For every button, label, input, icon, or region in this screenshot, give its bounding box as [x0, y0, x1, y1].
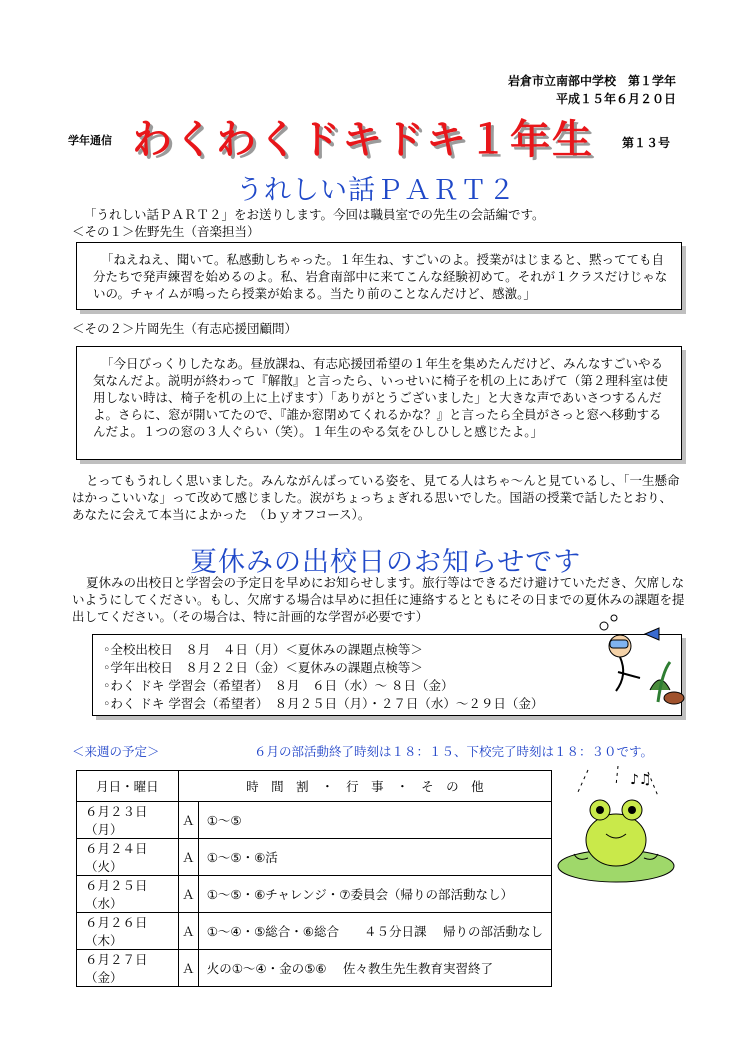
diver-illustration: [590, 612, 690, 712]
quote1-box: [76, 242, 682, 310]
section1-intro: 「うれしい話ＰＡＲＴ２」をお送りします。今回は職員室での先生の会話編です。: [84, 207, 545, 222]
row-detail: ①〜⑤・⑥活: [198, 839, 551, 876]
issue-date: 平成１５年６月２０日: [555, 92, 676, 106]
section2-title: 夏休みの出校日のお知らせです: [190, 547, 582, 578]
section1-closing: とってもうれしく思いました。みんながんばっている姿を、見てる人はちゃ〜んと見ているし、「一生懸命はかっこいいな」って改めて感じました。涙がちょっちょぎれる思いでした。国語の授業で話したとおり、 あなたに会えて本当によかった （ｂｙオフコース）。: [72, 473, 680, 522]
schedule-item: ◦全校出校日 ８月 ４日（月）＜夏休みの課題点検等＞: [103, 642, 423, 657]
svg-text:♪♫: ♪♫: [630, 772, 652, 788]
row-detail: ①〜④・⑤総合・⑥総合 ４５分日課 帰りの部活動なし: [198, 913, 551, 950]
school-info: [508, 72, 676, 108]
row-code: Ａ: [178, 950, 198, 987]
part2-label: ＜その２＞片岡先生（有志応援団顧問）: [72, 321, 298, 336]
newsletter-label: 学年通信: [68, 134, 112, 147]
row-date: ６月２７日（金）: [77, 950, 179, 987]
part1-label: ＜その１＞佐野先生（音楽担当）: [72, 224, 260, 239]
table-row: [77, 950, 552, 987]
row-detail: ①〜⑤・⑥チャレンジ・⑦委員会（帰りの部活動なし）: [198, 876, 551, 913]
section1-intro-block: [72, 206, 684, 240]
row-code: Ａ: [178, 839, 198, 876]
header-date: 月日・曜日: [77, 771, 179, 802]
row-date: ６月２６日（木）: [77, 913, 179, 950]
row-code: Ａ: [178, 876, 198, 913]
row-date: ６月２５日（水）: [77, 876, 179, 913]
section1-title: うれしい話ＰＡＲＴ２: [236, 175, 516, 206]
quote2-box: [76, 346, 682, 460]
school-name: 岩倉市立南部中学校 第１学年: [507, 74, 676, 88]
week-label: ＜来週の予定＞: [72, 744, 160, 759]
row-code: Ａ: [178, 913, 198, 950]
week-note: ６月の部活動終了時刻は１８：１５、下校完了時刻は１８：３０です。: [254, 744, 654, 759]
header-detail: 時 間 割 ・ 行 事 ・ そ の 他: [178, 771, 551, 802]
table-row: [77, 839, 552, 876]
schedule-item: ◦わく ドキ 学習会（希望者） ８月２５日（月）・２７日（水）〜２９日（金）: [103, 696, 544, 711]
row-date: ６月２４日（火）: [77, 839, 179, 876]
table-row: [77, 913, 552, 950]
row-code: Ａ: [178, 802, 198, 839]
issue-number: 第１３号: [622, 136, 671, 150]
newsletter-title: わくわくドキドキ１年生: [132, 117, 594, 163]
section2-body: 夏休みの出校日と学習会の予定日を早めにお知らせします。旅行等はできるだけ避けていただき、欠席しないようにしてください。もし、欠席する場合は早めに担任に連絡するとともにその日までの夏休みの課題を提出してください。（その場合は、特に計画的な学習が必要です）: [72, 575, 685, 624]
schedule-item: ◦学年出校日 ８月２２日（金）＜夏休みの課題点検等＞: [103, 660, 423, 675]
weekly-schedule-table: [76, 770, 552, 987]
row-detail: 火の①〜④・金の⑤⑥ 佐々教生先生教育実習終了: [198, 950, 551, 987]
quote2-text: 「今日びっくりしたなあ。昼放課ね、有志応援団希望の１年生を集めたんだけど、みんなすごいやる気なんだよ。説明が終わって『解散』と言ったら、いっせいに椅子を机の上にあげて（第２理科室は使用しない時は、椅子を机の上に上げます）「ありがとうございました」と大きな声であいさつするんだよ。さらに、窓が開いてたので、『誰か窓閉めてくれるかな？』と言ったら全員がさっと窓へ移動するんだよ。１つの窓の３人ぐらい（笑）。１年生のやる気をひしひしと感じたよ。」: [93, 356, 668, 439]
row-detail: ①〜⑤: [198, 802, 551, 839]
table-row: [77, 802, 552, 839]
frog-illustration: [548, 762, 688, 892]
table-header-row: [77, 771, 552, 802]
row-date: ６月２３日（月）: [77, 802, 179, 839]
schedule-item: ◦わく ドキ 学習会（希望者） ８月 ６日（水）〜 ８日（金）: [103, 678, 454, 693]
quote1-text: 「ねえねえ、聞いて。私感動しちゃった。１年生ね、すごいのよ。授業がはじまると、黙ってても自分たちで発声練習を始めるのよ。私、岩倉南部中に来てこんな経験初めて。それが１クラスだけじゃないの。チャイムが鳴ったら授業が始まる。当たり前のことなんだけど、感激。」: [93, 252, 668, 301]
table-row: [77, 876, 552, 913]
